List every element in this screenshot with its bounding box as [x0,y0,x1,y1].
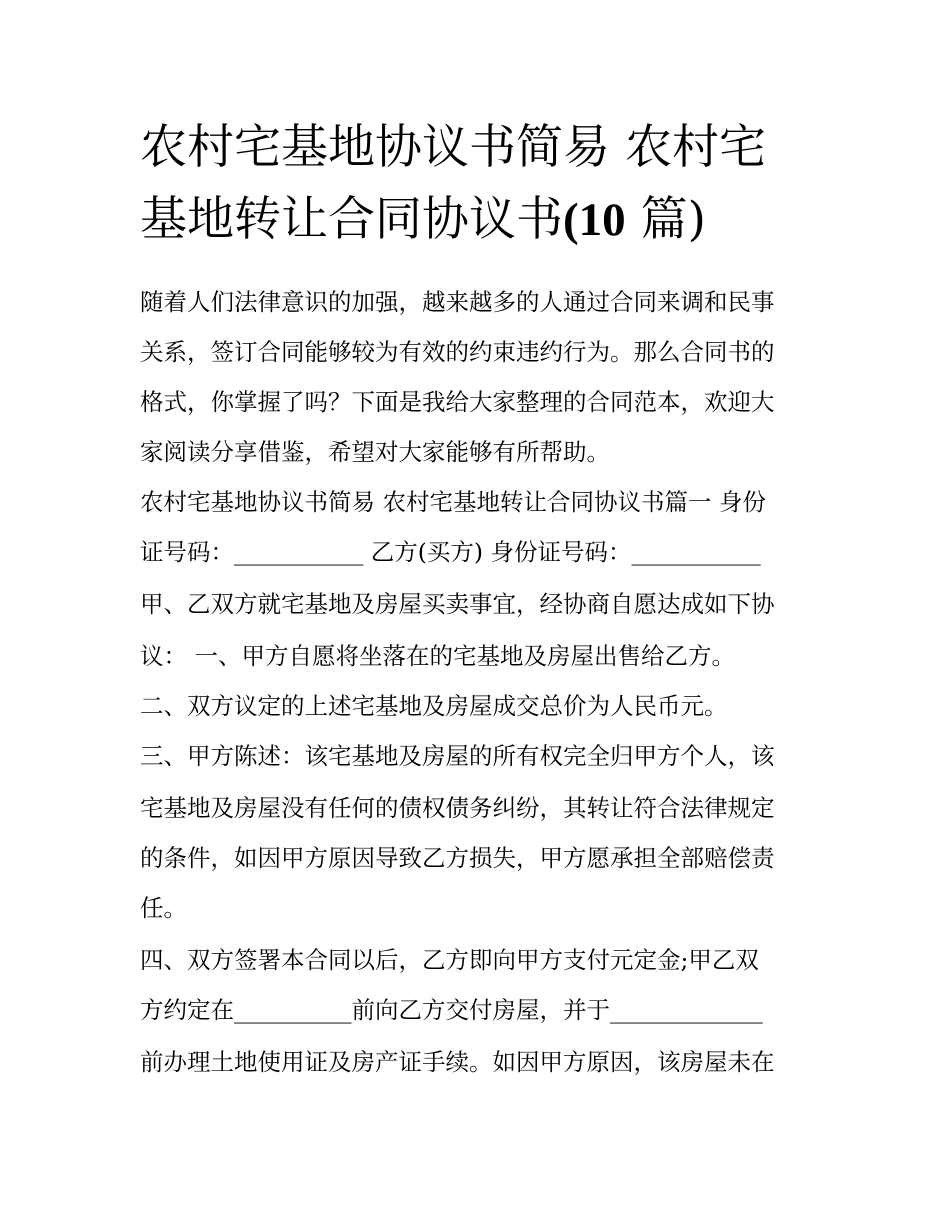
body-line: 关系，签订合同能够较为有效的约束违约行为。那么合同书的 [140,338,775,366]
title-line-2-text: 基地转让合同协议书 [140,192,563,247]
body-line: 甲、乙双方就宅基地及房屋买卖事宜，经协商自愿达成如下协 [140,590,775,618]
body-line: 方约定在__________前向乙方交付房屋，并于_____________ [140,996,763,1024]
title-line-2-count: (10 [563,194,626,246]
body-line: 格式，你掌握了吗？下面是我给大家整理的合同范本，欢迎大 [140,388,775,416]
title-line-1: 农村宅基地协议书简易 农村宅 [140,120,766,175]
body-line: 三、甲方陈述：该宅基地及房屋的所有权完全归甲方个人，该 [140,742,775,770]
body-line: 的条件，如因甲方原因导致乙方损失，甲方愿承担全部赔偿责 [140,844,775,872]
body-line: 随着人们法律意识的加强，越来越多的人通过合同来调和民事 [140,288,775,316]
title-line-2-suffix: 篇) [625,192,706,247]
body-line: 宅基地及房屋没有任何的债权债务纠纷，其转让符合法律规定 [140,794,775,822]
body-line: 四、双方签署本合同以后，乙方即向甲方支付元定金;甲乙双 [140,946,759,974]
body-line: 任。 [140,894,187,922]
body-line: 证号码：___________ 乙方(买方) 身份证号码：___________ [140,538,761,566]
body-line: 二、双方议定的上述宅基地及房屋成交总价为人民币元。 [140,692,728,720]
body-line: 议： 一、甲方自愿将坐落在的宅基地及房屋出售给乙方。 [140,642,735,670]
document-title [140,112,820,256]
body-line: 农村宅基地协议书简易 农村宅基地转让合同协议书篇一 身份 [140,488,766,516]
body-line: 前办理土地使用证及房产证手续。如因甲方原因，该房屋未在 [140,1048,775,1076]
body-line: 家阅读分享借鉴，希望对大家能够有所帮助。 [140,438,610,466]
